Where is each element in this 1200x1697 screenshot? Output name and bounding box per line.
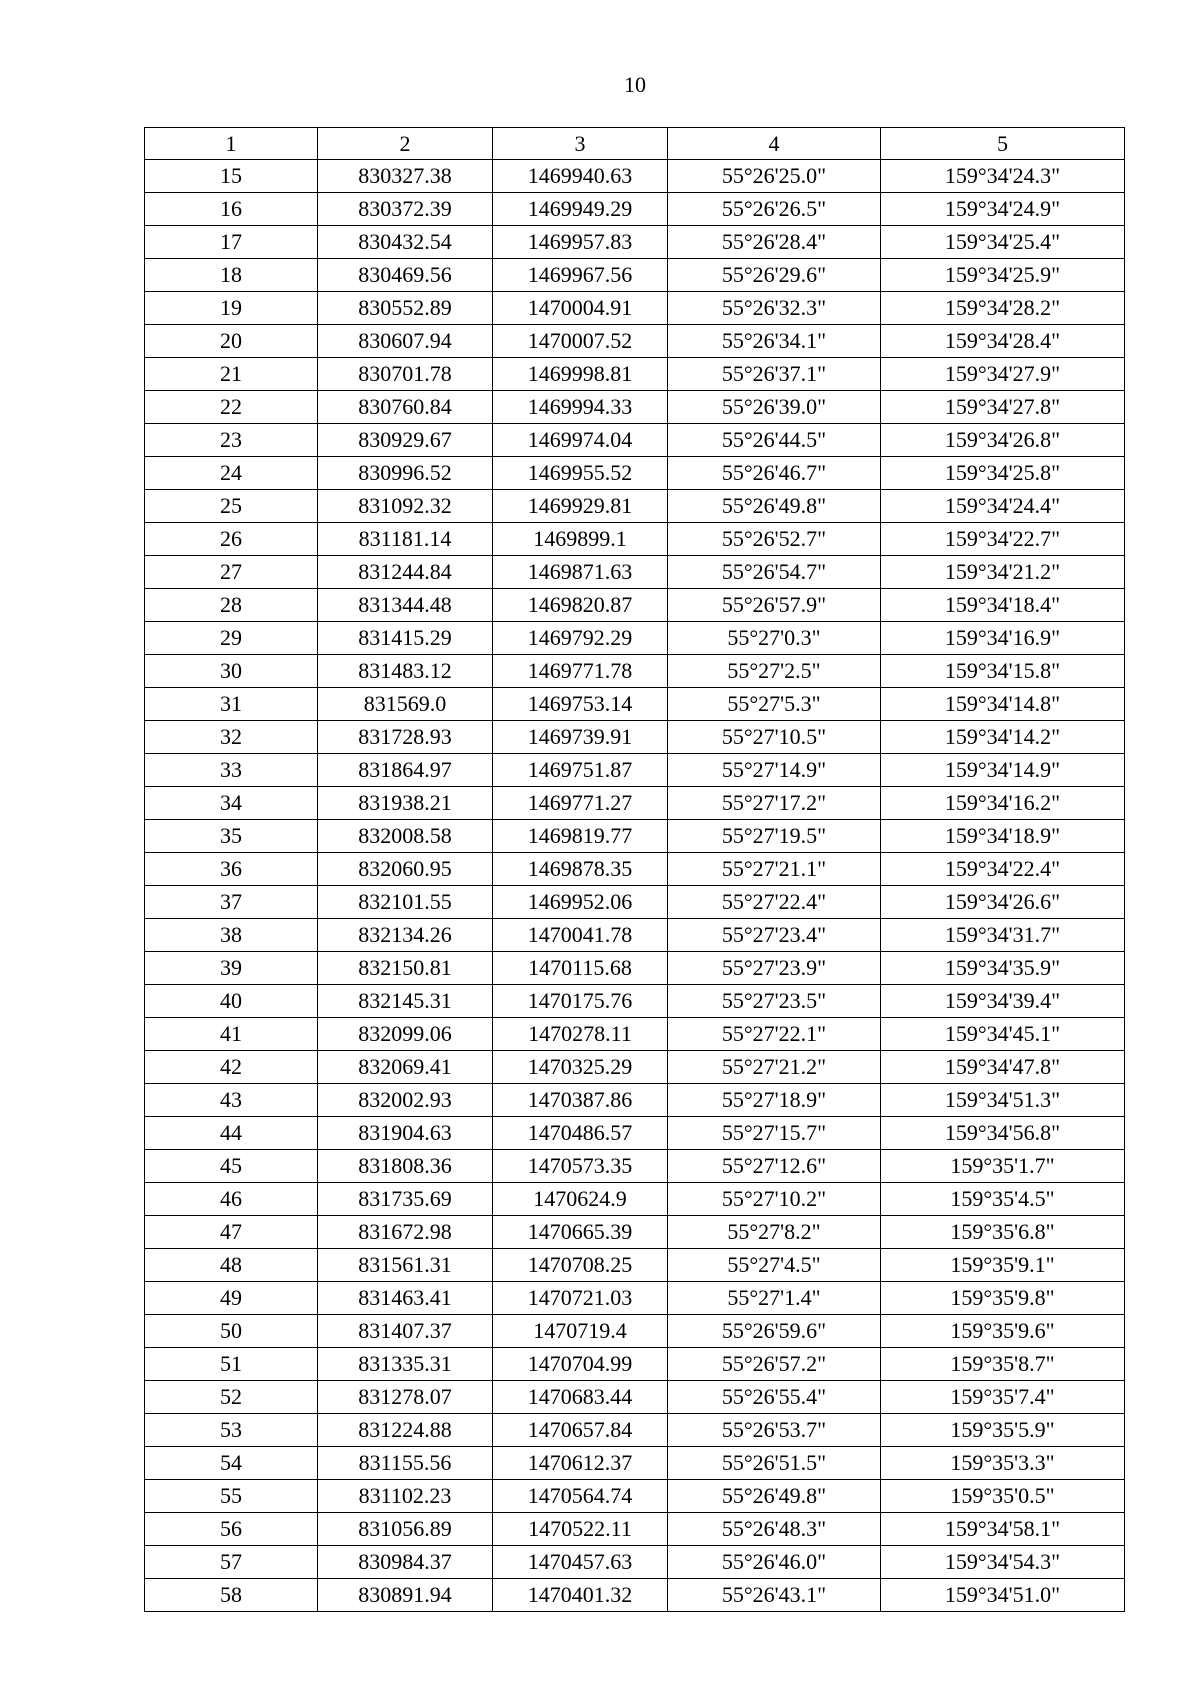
x-coordinate-cell: 831415.29 (318, 622, 493, 655)
table-row (145, 556, 1125, 589)
longitude-cell: 159°34'26.6" (881, 886, 1125, 919)
latitude-cell: 55°26'26.5" (668, 193, 881, 226)
latitude-cell: 55°27'21.1" (668, 853, 881, 886)
longitude-cell: 159°34'26.8" (881, 424, 1125, 457)
column-header-2: 2 (318, 128, 493, 160)
table-row (145, 1084, 1125, 1117)
table-row (145, 1414, 1125, 1447)
point-number-cell: 55 (145, 1480, 318, 1513)
y-coordinate-cell: 1470041.78 (493, 919, 668, 952)
point-number-cell: 37 (145, 886, 318, 919)
table-row (145, 1216, 1125, 1249)
table-row (145, 1282, 1125, 1315)
point-number-cell: 56 (145, 1513, 318, 1546)
table-row (145, 853, 1125, 886)
latitude-cell: 55°27'21.2" (668, 1051, 881, 1084)
point-number-cell: 32 (145, 721, 318, 754)
latitude-cell: 55°26'32.3" (668, 292, 881, 325)
table-row (145, 886, 1125, 919)
y-coordinate-cell: 1469899.1 (493, 523, 668, 556)
y-coordinate-cell: 1469871.63 (493, 556, 668, 589)
table-row (145, 457, 1125, 490)
y-coordinate-cell: 1470708.25 (493, 1249, 668, 1282)
x-coordinate-cell: 831335.31 (318, 1348, 493, 1381)
point-number-cell: 49 (145, 1282, 318, 1315)
table-row (145, 754, 1125, 787)
point-number-cell: 45 (145, 1150, 318, 1183)
table-row (145, 919, 1125, 952)
point-number-cell: 35 (145, 820, 318, 853)
table-row (145, 1183, 1125, 1216)
point-number-cell: 34 (145, 787, 318, 820)
y-coordinate-cell: 1469739.91 (493, 721, 668, 754)
y-coordinate-cell: 1469751.87 (493, 754, 668, 787)
y-coordinate-cell: 1470657.84 (493, 1414, 668, 1447)
point-number-cell: 31 (145, 688, 318, 721)
x-coordinate-cell: 831244.84 (318, 556, 493, 589)
table-row (145, 1051, 1125, 1084)
latitude-cell: 55°26'46.0" (668, 1546, 881, 1579)
point-number-cell: 38 (145, 919, 318, 952)
x-coordinate-cell: 830432.54 (318, 226, 493, 259)
column-header-5: 5 (881, 128, 1125, 160)
y-coordinate-cell: 1469967.56 (493, 259, 668, 292)
table-row (145, 259, 1125, 292)
x-coordinate-cell: 831735.69 (318, 1183, 493, 1216)
longitude-cell: 159°34'45.1" (881, 1018, 1125, 1051)
latitude-cell: 55°26'48.3" (668, 1513, 881, 1546)
longitude-cell: 159°34'51.3" (881, 1084, 1125, 1117)
y-coordinate-cell: 1469929.81 (493, 490, 668, 523)
y-coordinate-cell: 1470624.9 (493, 1183, 668, 1216)
y-coordinate-cell: 1469955.52 (493, 457, 668, 490)
point-number-cell: 17 (145, 226, 318, 259)
point-number-cell: 24 (145, 457, 318, 490)
longitude-cell: 159°34'16.2" (881, 787, 1125, 820)
y-coordinate-cell: 1470721.03 (493, 1282, 668, 1315)
y-coordinate-cell: 1470719.4 (493, 1315, 668, 1348)
longitude-cell: 159°34'22.4" (881, 853, 1125, 886)
y-coordinate-cell: 1470573.35 (493, 1150, 668, 1183)
point-number-cell: 43 (145, 1084, 318, 1117)
longitude-cell: 159°34'27.8" (881, 391, 1125, 424)
x-coordinate-cell: 830327.38 (318, 160, 493, 193)
y-coordinate-cell: 1469994.33 (493, 391, 668, 424)
latitude-cell: 55°27'22.1" (668, 1018, 881, 1051)
x-coordinate-cell: 832145.31 (318, 985, 493, 1018)
longitude-cell: 159°35'0.5" (881, 1480, 1125, 1513)
latitude-cell: 55°27'19.5" (668, 820, 881, 853)
latitude-cell: 55°27'4.5" (668, 1249, 881, 1282)
latitude-cell: 55°26'29.6" (668, 259, 881, 292)
x-coordinate-cell: 831155.56 (318, 1447, 493, 1480)
longitude-cell: 159°35'9.6" (881, 1315, 1125, 1348)
x-coordinate-cell: 831904.63 (318, 1117, 493, 1150)
y-coordinate-cell: 1470665.39 (493, 1216, 668, 1249)
table-row (145, 226, 1125, 259)
longitude-cell: 159°34'22.7" (881, 523, 1125, 556)
x-coordinate-cell: 830891.94 (318, 1579, 493, 1612)
longitude-cell: 159°34'35.9" (881, 952, 1125, 985)
longitude-cell: 159°34'15.8" (881, 655, 1125, 688)
table-row (145, 952, 1125, 985)
latitude-cell: 55°26'39.0" (668, 391, 881, 424)
x-coordinate-cell: 831808.36 (318, 1150, 493, 1183)
y-coordinate-cell: 1469878.35 (493, 853, 668, 886)
latitude-cell: 55°27'2.5" (668, 655, 881, 688)
x-coordinate-cell: 831728.93 (318, 721, 493, 754)
table-row (145, 160, 1125, 193)
longitude-cell: 159°34'56.8" (881, 1117, 1125, 1150)
point-number-cell: 41 (145, 1018, 318, 1051)
table-row (145, 523, 1125, 556)
y-coordinate-cell: 1470325.29 (493, 1051, 668, 1084)
y-coordinate-cell: 1469952.06 (493, 886, 668, 919)
longitude-cell: 159°34'18.9" (881, 820, 1125, 853)
x-coordinate-cell: 832002.93 (318, 1084, 493, 1117)
point-number-cell: 18 (145, 259, 318, 292)
table-row (145, 1546, 1125, 1579)
x-coordinate-cell: 831056.89 (318, 1513, 493, 1546)
latitude-cell: 55°27'23.5" (668, 985, 881, 1018)
y-coordinate-cell: 1470486.57 (493, 1117, 668, 1150)
point-number-cell: 58 (145, 1579, 318, 1612)
point-number-cell: 51 (145, 1348, 318, 1381)
x-coordinate-cell: 830469.56 (318, 259, 493, 292)
latitude-cell: 55°27'0.3" (668, 622, 881, 655)
longitude-cell: 159°35'5.9" (881, 1414, 1125, 1447)
x-coordinate-cell: 831938.21 (318, 787, 493, 820)
table-row (145, 688, 1125, 721)
table-row (145, 589, 1125, 622)
longitude-cell: 159°34'31.7" (881, 919, 1125, 952)
longitude-cell: 159°34'14.2" (881, 721, 1125, 754)
y-coordinate-cell: 1469771.78 (493, 655, 668, 688)
x-coordinate-cell: 831569.0 (318, 688, 493, 721)
latitude-cell: 55°26'49.8" (668, 490, 881, 523)
latitude-cell: 55°26'44.5" (668, 424, 881, 457)
latitude-cell: 55°26'53.7" (668, 1414, 881, 1447)
x-coordinate-cell: 830984.37 (318, 1546, 493, 1579)
point-number-cell: 47 (145, 1216, 318, 1249)
longitude-cell: 159°35'4.5" (881, 1183, 1125, 1216)
x-coordinate-cell: 832134.26 (318, 919, 493, 952)
coordinates-table (144, 127, 1125, 1612)
latitude-cell: 55°26'37.1" (668, 358, 881, 391)
point-number-cell: 16 (145, 193, 318, 226)
latitude-cell: 55°27'10.2" (668, 1183, 881, 1216)
table-row (145, 1480, 1125, 1513)
latitude-cell: 55°26'28.4" (668, 226, 881, 259)
latitude-cell: 55°26'46.7" (668, 457, 881, 490)
column-header-3: 3 (493, 128, 668, 160)
y-coordinate-cell: 1470387.86 (493, 1084, 668, 1117)
longitude-cell: 159°34'24.3" (881, 160, 1125, 193)
latitude-cell: 55°27'14.9" (668, 754, 881, 787)
table-row (145, 1117, 1125, 1150)
point-number-cell: 44 (145, 1117, 318, 1150)
latitude-cell: 55°26'34.1" (668, 325, 881, 358)
table-row (145, 358, 1125, 391)
longitude-cell: 159°34'39.4" (881, 985, 1125, 1018)
x-coordinate-cell: 831864.97 (318, 754, 493, 787)
point-number-cell: 29 (145, 622, 318, 655)
longitude-cell: 159°34'28.2" (881, 292, 1125, 325)
table-row (145, 1447, 1125, 1480)
longitude-cell: 159°34'25.9" (881, 259, 1125, 292)
longitude-cell: 159°35'9.8" (881, 1282, 1125, 1315)
latitude-cell: 55°27'23.9" (668, 952, 881, 985)
y-coordinate-cell: 1470401.32 (493, 1579, 668, 1612)
table-row (145, 1348, 1125, 1381)
table-row (145, 391, 1125, 424)
point-number-cell: 36 (145, 853, 318, 886)
x-coordinate-cell: 831278.07 (318, 1381, 493, 1414)
table-row (145, 1315, 1125, 1348)
x-coordinate-cell: 831092.32 (318, 490, 493, 523)
point-number-cell: 21 (145, 358, 318, 391)
point-number-cell: 52 (145, 1381, 318, 1414)
table-row (145, 424, 1125, 457)
x-coordinate-cell: 832060.95 (318, 853, 493, 886)
table-row (145, 985, 1125, 1018)
latitude-cell: 55°27'8.2" (668, 1216, 881, 1249)
latitude-cell: 55°27'22.4" (668, 886, 881, 919)
point-number-cell: 42 (145, 1051, 318, 1084)
latitude-cell: 55°26'25.0" (668, 160, 881, 193)
latitude-cell: 55°27'17.2" (668, 787, 881, 820)
latitude-cell: 55°27'15.7" (668, 1117, 881, 1150)
table-row (145, 721, 1125, 754)
x-coordinate-cell: 830607.94 (318, 325, 493, 358)
y-coordinate-cell: 1469792.29 (493, 622, 668, 655)
y-coordinate-cell: 1469949.29 (493, 193, 668, 226)
latitude-cell: 55°27'1.4" (668, 1282, 881, 1315)
x-coordinate-cell: 832008.58 (318, 820, 493, 853)
x-coordinate-cell: 831181.14 (318, 523, 493, 556)
table-row (145, 1150, 1125, 1183)
latitude-cell: 55°26'59.6" (668, 1315, 881, 1348)
y-coordinate-cell: 1470522.11 (493, 1513, 668, 1546)
longitude-cell: 159°34'18.4" (881, 589, 1125, 622)
column-header-4: 4 (668, 128, 881, 160)
x-coordinate-cell: 831344.48 (318, 589, 493, 622)
latitude-cell: 55°26'55.4" (668, 1381, 881, 1414)
x-coordinate-cell: 831224.88 (318, 1414, 493, 1447)
x-coordinate-cell: 830701.78 (318, 358, 493, 391)
x-coordinate-cell: 830996.52 (318, 457, 493, 490)
y-coordinate-cell: 1469771.27 (493, 787, 668, 820)
page-number: 10 (624, 72, 646, 97)
y-coordinate-cell: 1470175.76 (493, 985, 668, 1018)
longitude-cell: 159°34'51.0" (881, 1579, 1125, 1612)
table-header-row (145, 128, 1125, 160)
latitude-cell: 55°26'51.5" (668, 1447, 881, 1480)
latitude-cell: 55°27'23.4" (668, 919, 881, 952)
latitude-cell: 55°27'18.9" (668, 1084, 881, 1117)
table-row (145, 1249, 1125, 1282)
longitude-cell: 159°35'9.1" (881, 1249, 1125, 1282)
x-coordinate-cell: 831463.41 (318, 1282, 493, 1315)
longitude-cell: 159°35'1.7" (881, 1150, 1125, 1183)
table-row (145, 1513, 1125, 1546)
longitude-cell: 159°34'58.1" (881, 1513, 1125, 1546)
y-coordinate-cell: 1470115.68 (493, 952, 668, 985)
table-row (145, 325, 1125, 358)
x-coordinate-cell: 832099.06 (318, 1018, 493, 1051)
point-number-cell: 28 (145, 589, 318, 622)
table-row (145, 1579, 1125, 1612)
y-coordinate-cell: 1470278.11 (493, 1018, 668, 1051)
point-number-cell: 27 (145, 556, 318, 589)
table-row (145, 1018, 1125, 1051)
table-row (145, 655, 1125, 688)
x-coordinate-cell: 832150.81 (318, 952, 493, 985)
longitude-cell: 159°34'24.4" (881, 490, 1125, 523)
point-number-cell: 54 (145, 1447, 318, 1480)
table-row (145, 787, 1125, 820)
point-number-cell: 40 (145, 985, 318, 1018)
point-number-cell: 15 (145, 160, 318, 193)
latitude-cell: 55°26'57.2" (668, 1348, 881, 1381)
longitude-cell: 159°34'16.9" (881, 622, 1125, 655)
x-coordinate-cell: 830760.84 (318, 391, 493, 424)
x-coordinate-cell: 831407.37 (318, 1315, 493, 1348)
latitude-cell: 55°26'49.8" (668, 1480, 881, 1513)
point-number-cell: 33 (145, 754, 318, 787)
point-number-cell: 48 (145, 1249, 318, 1282)
latitude-cell: 55°26'43.1" (668, 1579, 881, 1612)
x-coordinate-cell: 831561.31 (318, 1249, 493, 1282)
longitude-cell: 159°34'25.4" (881, 226, 1125, 259)
latitude-cell: 55°26'52.7" (668, 523, 881, 556)
y-coordinate-cell: 1470457.63 (493, 1546, 668, 1579)
table-row (145, 193, 1125, 226)
x-coordinate-cell: 831483.12 (318, 655, 493, 688)
point-number-cell: 25 (145, 490, 318, 523)
longitude-cell: 159°34'21.2" (881, 556, 1125, 589)
longitude-cell: 159°34'27.9" (881, 358, 1125, 391)
point-number-cell: 53 (145, 1414, 318, 1447)
longitude-cell: 159°34'28.4" (881, 325, 1125, 358)
latitude-cell: 55°26'54.7" (668, 556, 881, 589)
x-coordinate-cell: 832101.55 (318, 886, 493, 919)
longitude-cell: 159°34'14.8" (881, 688, 1125, 721)
table-row (145, 490, 1125, 523)
table-row (145, 1381, 1125, 1414)
y-coordinate-cell: 1469940.63 (493, 160, 668, 193)
x-coordinate-cell: 830929.67 (318, 424, 493, 457)
latitude-cell: 55°27'10.5" (668, 721, 881, 754)
y-coordinate-cell: 1470564.74 (493, 1480, 668, 1513)
longitude-cell: 159°34'25.8" (881, 457, 1125, 490)
longitude-cell: 159°35'3.3" (881, 1447, 1125, 1480)
y-coordinate-cell: 1469957.83 (493, 226, 668, 259)
longitude-cell: 159°35'8.7" (881, 1348, 1125, 1381)
point-number-cell: 19 (145, 292, 318, 325)
x-coordinate-cell: 832069.41 (318, 1051, 493, 1084)
longitude-cell: 159°34'47.8" (881, 1051, 1125, 1084)
latitude-cell: 55°27'5.3" (668, 688, 881, 721)
point-number-cell: 39 (145, 952, 318, 985)
x-coordinate-cell: 830372.39 (318, 193, 493, 226)
x-coordinate-cell: 831102.23 (318, 1480, 493, 1513)
y-coordinate-cell: 1470004.91 (493, 292, 668, 325)
point-number-cell: 50 (145, 1315, 318, 1348)
x-coordinate-cell: 830552.89 (318, 292, 493, 325)
point-number-cell: 20 (145, 325, 318, 358)
point-number-cell: 46 (145, 1183, 318, 1216)
table-row (145, 292, 1125, 325)
point-number-cell: 26 (145, 523, 318, 556)
y-coordinate-cell: 1469753.14 (493, 688, 668, 721)
y-coordinate-cell: 1469820.87 (493, 589, 668, 622)
point-number-cell: 23 (145, 424, 318, 457)
y-coordinate-cell: 1469998.81 (493, 358, 668, 391)
y-coordinate-cell: 1469819.77 (493, 820, 668, 853)
x-coordinate-cell: 831672.98 (318, 1216, 493, 1249)
table-row (145, 622, 1125, 655)
point-number-cell: 22 (145, 391, 318, 424)
table-row (145, 820, 1125, 853)
longitude-cell: 159°34'24.9" (881, 193, 1125, 226)
point-number-cell: 30 (145, 655, 318, 688)
y-coordinate-cell: 1470683.44 (493, 1381, 668, 1414)
longitude-cell: 159°34'14.9" (881, 754, 1125, 787)
y-coordinate-cell: 1470704.99 (493, 1348, 668, 1381)
longitude-cell: 159°35'7.4" (881, 1381, 1125, 1414)
point-number-cell: 57 (145, 1546, 318, 1579)
column-header-1: 1 (145, 128, 318, 160)
latitude-cell: 55°27'12.6" (668, 1150, 881, 1183)
y-coordinate-cell: 1470007.52 (493, 325, 668, 358)
longitude-cell: 159°34'54.3" (881, 1546, 1125, 1579)
y-coordinate-cell: 1469974.04 (493, 424, 668, 457)
coordinates-table-body (145, 128, 1125, 1612)
y-coordinate-cell: 1470612.37 (493, 1447, 668, 1480)
latitude-cell: 55°26'57.9" (668, 589, 881, 622)
longitude-cell: 159°35'6.8" (881, 1216, 1125, 1249)
